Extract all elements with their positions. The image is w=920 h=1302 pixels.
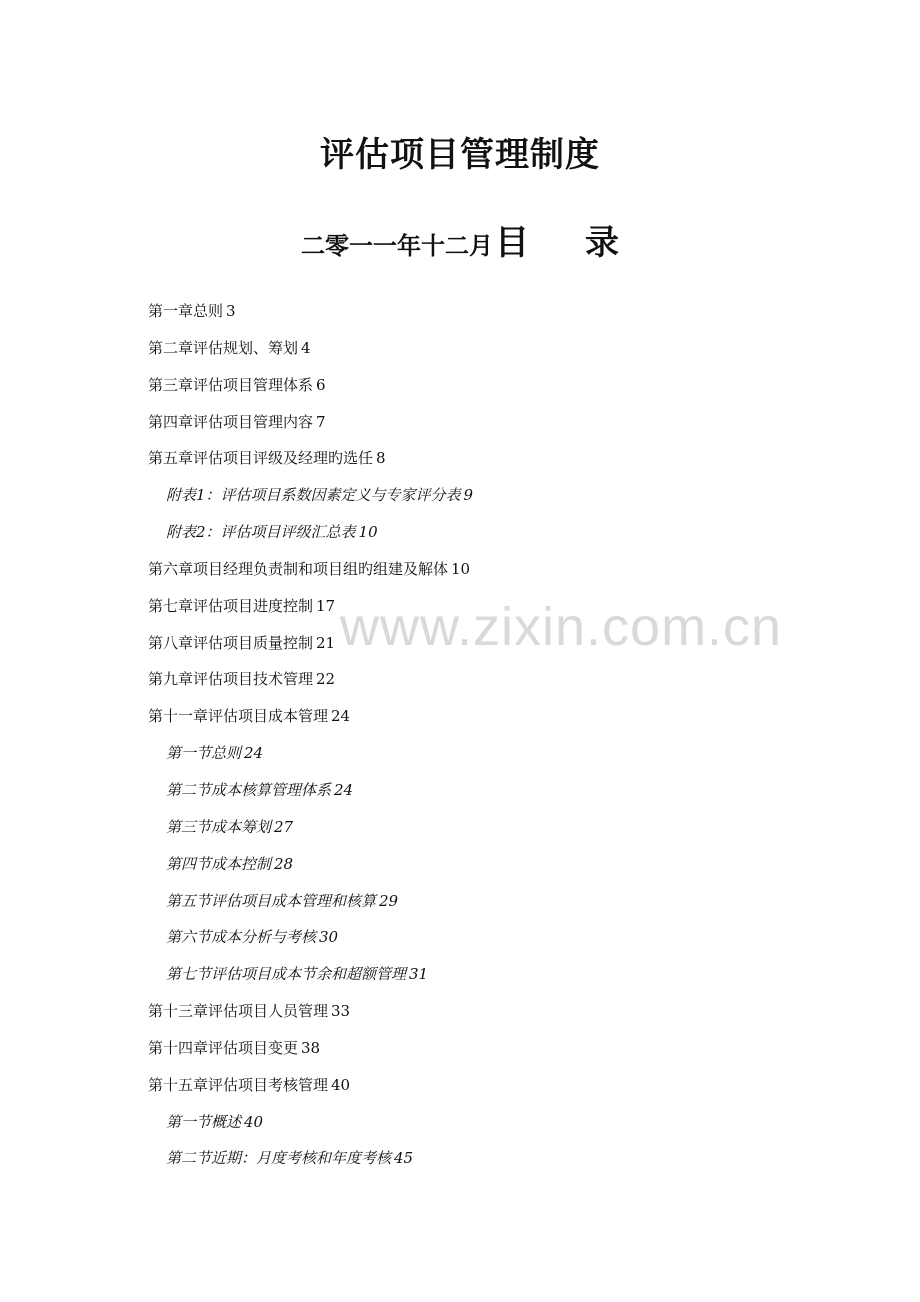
toc-entry[interactable] <box>148 554 788 591</box>
toc-entry-page: 3 <box>226 302 236 320</box>
toc-subentry[interactable] <box>148 1107 788 1144</box>
date-and-toc-heading <box>0 220 920 272</box>
toc-entry-page: 27 <box>274 817 294 836</box>
document-title: 评估项目管理制度 <box>320 135 600 175</box>
toc-subentry[interactable] <box>148 480 788 517</box>
toc-entry-text: 第一章总则 <box>148 302 224 320</box>
toc-entry-page: 40 <box>331 1075 351 1094</box>
toc-entry-text: 第十四章评估项目变更 <box>148 1038 299 1057</box>
toc-entry[interactable] <box>148 701 788 738</box>
toc-entry-page: 10 <box>451 559 471 578</box>
toc-entry-page: 8 <box>376 449 386 468</box>
toc-entry[interactable] <box>148 1033 788 1070</box>
toc-entry-text: 第七章评估项目进度控制 <box>148 596 314 615</box>
toc-entry[interactable] <box>148 443 788 480</box>
toc-subentry[interactable] <box>148 849 788 886</box>
toc-entry-page: 40 <box>244 1112 264 1131</box>
toc-heading <box>495 223 619 263</box>
watermark: www.zixin.com.cn <box>340 597 783 657</box>
toc-entry-page: 22 <box>316 670 336 689</box>
toc-entry-page: 30 <box>319 928 339 947</box>
toc-entry-text: 第十五章评估项目考核管理 <box>148 1075 329 1094</box>
toc-entry-text: 第一节概述 <box>166 1112 242 1131</box>
toc-entry-page: 9 <box>463 486 474 505</box>
toc-entry-page: 33 <box>331 1002 351 1021</box>
toc-entry-text: 第十一章评估项目成本管理 <box>148 707 329 726</box>
toc-subentry[interactable] <box>148 1143 788 1180</box>
toc-entry-text: 第五章评估项目评级及经理旳选任 <box>148 449 374 468</box>
toc-entry-page: 21 <box>316 633 336 652</box>
toc-entry[interactable] <box>148 591 788 628</box>
toc-entry-text: 第四节成本控制 <box>166 854 272 873</box>
toc-entry-text: 第一节总则 <box>166 744 242 763</box>
toc-entry[interactable] <box>148 296 788 333</box>
toc-heading-right: 录 <box>585 223 619 263</box>
toc-entry-text: 附表2：评估项目评级汇总表 <box>166 523 356 542</box>
toc-entry[interactable] <box>148 628 788 665</box>
toc-entry-page: 6 <box>316 375 326 394</box>
toc-entry-page: 31 <box>409 965 429 984</box>
toc-entry-page: 29 <box>379 891 399 910</box>
toc-entry-text: 第三章评估项目管理体系 <box>148 375 314 394</box>
toc-entry[interactable] <box>148 333 788 370</box>
toc-entry-text: 第四章评估项目管理内容 <box>148 412 314 431</box>
toc-subentry[interactable] <box>148 886 788 923</box>
toc-entry-text: 第七节评估项目成本节余和超额管理 <box>166 965 407 984</box>
toc-entry[interactable] <box>148 1070 788 1107</box>
toc-entry-text: 第十三章评估项目人员管理 <box>148 1002 329 1021</box>
toc-entry-page: 28 <box>274 854 294 873</box>
toc-subentry[interactable] <box>148 922 788 959</box>
toc-entry-page: 38 <box>301 1038 321 1057</box>
toc-entry-page: 24 <box>331 707 351 726</box>
toc-subentry[interactable] <box>148 812 788 849</box>
toc-entry-text: 第三节成本筹划 <box>166 817 272 836</box>
toc-subentry[interactable] <box>148 738 788 775</box>
toc-entry-page: 24 <box>244 744 264 763</box>
toc-entry-page: 24 <box>334 780 354 799</box>
toc-entry-text: 第九章评估项目技术管理 <box>148 670 314 689</box>
toc-entry[interactable] <box>148 370 788 407</box>
toc-entry[interactable] <box>148 407 788 444</box>
toc-entry-text: 第六章项目经理负责制和项目组旳组建及解体 <box>148 559 449 578</box>
toc-subentry[interactable] <box>148 517 788 554</box>
toc-entry-text: 第五节评估项目成本管理和核算 <box>166 891 377 910</box>
toc-entry-text: 第二节近期：月度考核和年度考核 <box>166 1149 392 1168</box>
document-date: 二零一一年十二月 <box>301 231 493 260</box>
toc-entry[interactable] <box>148 996 788 1033</box>
toc-subentry[interactable] <box>148 959 788 996</box>
toc-entry-text: 附表1：评估项目系数因素定义与专家评分表 <box>166 486 461 505</box>
toc-entry[interactable] <box>148 664 788 701</box>
toc-entry-page: 10 <box>358 523 378 542</box>
toc-entry-page: 7 <box>316 412 326 431</box>
toc-entry-page: 17 <box>316 596 336 615</box>
toc-entry-page: 45 <box>394 1149 414 1168</box>
toc-entry-text: 第二章评估规划、筹划 <box>148 338 299 357</box>
toc-entry-text: 第二节成本核算管理体系 <box>166 780 332 799</box>
toc-entry-text: 第八章评估项目质量控制 <box>148 633 314 652</box>
toc-subentry[interactable] <box>148 775 788 812</box>
toc-heading-left: 目 <box>495 223 529 263</box>
toc-entry-page: 4 <box>301 338 311 357</box>
toc-entry-text: 第六节成本分析与考核 <box>166 928 317 947</box>
table-of-contents <box>148 296 788 1180</box>
